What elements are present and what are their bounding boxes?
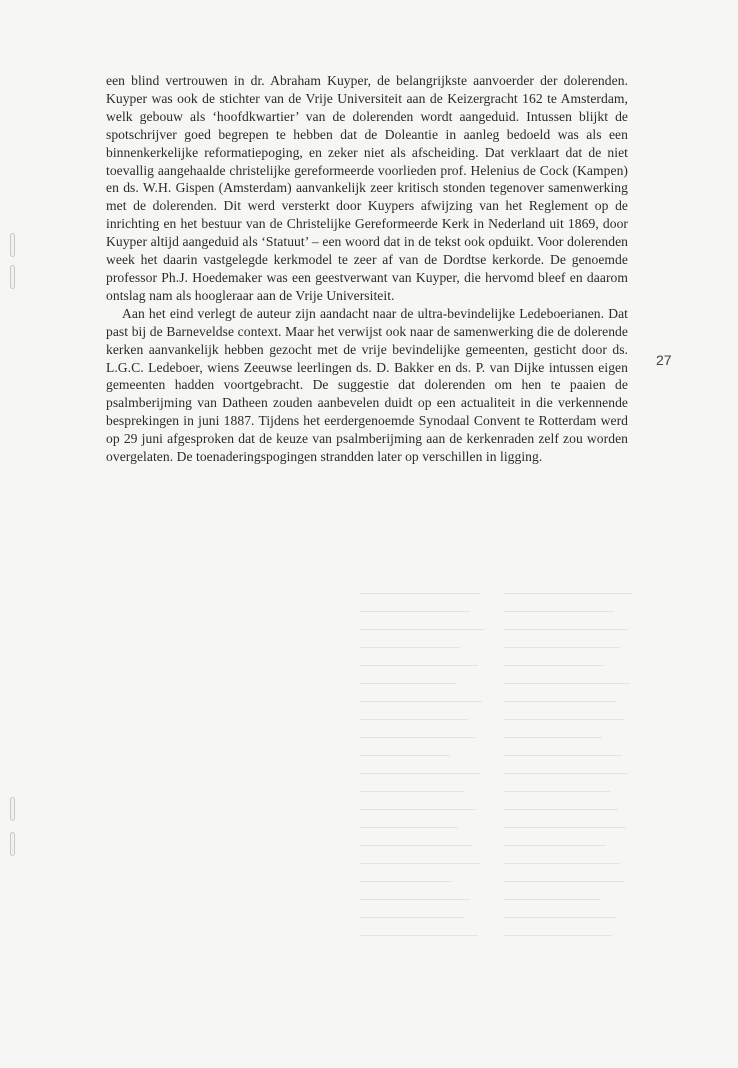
paragraph: Aan het eind verlegt de auteur zijn aandacht naar de ultra-bevindelijke Ledeboerianen. Dat past bij de Barneveldse context. Maar het verwijst ook naar de samenwerking die de dolerende kerken aanvankelijk hebben gezocht met de vrije bevindelijke gemeenten, gesticht door ds. L.G.C. Ledeboer, wiens Zeeuwse leerlingen ds. D. Bakker en ds. P. van Dijke intussen eigen gemeenten hadden voortgebracht. De suggestie dat dolerenden om hen te paaien de psalmberijming van Datheen zouden aanbevelen duidt op een actualiteit in die verkennende besprekingen in juni 1887. Tijdens het eerdergenoemde Synodaal Convent te Rotterdam werd op 29 juni afgesproken dat de keuze van psalmberijming aan de kerkenraden zelf zou worden overgelaten. De toenaderingspogingen strandden later op verschillen in ligging.	[106, 305, 628, 465]
binder-hole-mark	[10, 832, 15, 856]
binder-hole-mark	[10, 797, 15, 821]
binder-hole-mark	[10, 233, 15, 257]
page-number: 27	[656, 352, 672, 368]
paragraph: een blind vertrouwen in dr. Abraham Kuyper, de belangrijkste aanvoerder der dolerenden. Kuyper was ook de stichter van de Vrije Universiteit aan de Keizergracht 162 te Amsterdam, welk gebouw als ‘hoofdkwartier’ van de dolerenden wordt aangeduid. Intussen blijkt de spotschrijver goed begrepen te hebben dat de Doleantie in aanleg bedoeld was als een binnenkerkelijke reformatiepoging, en zeker niet als afscheiding. Dat verklaart dat de niet toevallig aangehaalde christelijke gereformeerde voorlieden prof. Helenius de Cock (Kampen) en ds. W.H. Gispen (Amsterdam) aanvankelijk zeer kritisch stonden tegenover samenwerking met de dolerenden. Dit werd versterkt door Kuypers afwijzing van het Reglement op de inrichting en het bestuur van de Christelijke Gereformeerde Kerk in Nederland uit 1869, door Kuyper altijd aangeduid als ‘Statuut’ – een woord dat in de tekst ook opduikt. Voor dolerenden week het daarin vastgelegde kerkmodel te zeer af van de Dordtse kerkorde. De genoemde professor Ph.J. Hoedemaker was een geestverwant van Kuyper, die hervomd bleef en daarom ontslag nam als hoogleraar aan de Vrije Universiteit.	[106, 73, 628, 303]
binder-hole-mark	[10, 265, 15, 289]
body-text	[106, 72, 628, 466]
bleed-through-shadow	[308, 575, 708, 975]
